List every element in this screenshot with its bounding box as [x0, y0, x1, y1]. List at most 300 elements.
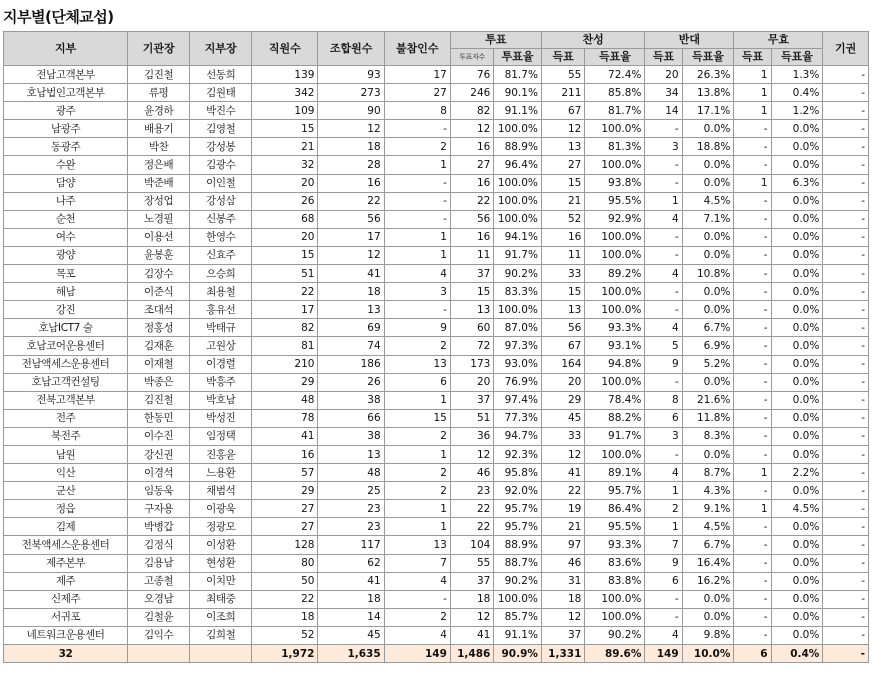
cell-agency-head — [128, 645, 190, 663]
cell-no-votes: 20 — [645, 66, 682, 84]
cell-branch-head: 이인철 — [190, 174, 252, 192]
cell-vote-rate: 90.1% — [494, 84, 542, 102]
cell-members: 93 — [318, 66, 384, 84]
cell-absent: - — [384, 120, 450, 138]
cell-invalid-votes: 1 — [734, 174, 771, 192]
cell-no-rate: 4.5% — [682, 192, 734, 210]
cell-yes-rate: 91.7% — [585, 427, 645, 445]
cell-voters: 13 — [450, 301, 493, 319]
cell-absent: 2 — [384, 464, 450, 482]
cell-branch-head: 진홍윤 — [190, 445, 252, 463]
cell-abstain: - — [823, 210, 869, 228]
cell-voters: 82 — [450, 102, 493, 120]
cell-abstain: - — [823, 301, 869, 319]
cell-yes-votes: 29 — [541, 391, 584, 409]
cell-vote-rate: 100.0% — [494, 192, 542, 210]
cell-vote-rate: 88.9% — [494, 536, 542, 554]
cell-vote-rate: 87.0% — [494, 319, 542, 337]
cell-no-rate: 0.0% — [682, 156, 734, 174]
cell-no-rate: 16.2% — [682, 572, 734, 590]
cell-yes-votes: 27 — [541, 156, 584, 174]
header-yes-votes: 득표 — [541, 49, 584, 66]
cell-yes-votes: 37 — [541, 626, 584, 644]
cell-branch: 네트워크운용센터 — [4, 626, 128, 644]
cell-no-rate: 18.8% — [682, 138, 734, 156]
cell-absent: 1 — [384, 156, 450, 174]
cell-agency-head: 고종철 — [128, 572, 190, 590]
cell-members: 273 — [318, 84, 384, 102]
cell-absent: 1 — [384, 391, 450, 409]
cell-invalid-rate: 0.0% — [771, 192, 823, 210]
cell-vote-rate: 90.9% — [494, 645, 542, 663]
cell-vote-rate: 95.8% — [494, 464, 542, 482]
table-row — [4, 500, 869, 518]
cell-yes-rate: 86.4% — [585, 500, 645, 518]
header-vote: 투표 — [450, 32, 541, 49]
table-row — [4, 536, 869, 554]
cell-branch-head: 한영수 — [190, 228, 252, 246]
cell-members: 38 — [318, 427, 384, 445]
cell-branch: 호남법인고객본부 — [4, 84, 128, 102]
cell-members: 17 — [318, 228, 384, 246]
cell-agency-head: 김용남 — [128, 554, 190, 572]
cell-invalid-rate: 0.0% — [771, 518, 823, 536]
cell-no-votes: 4 — [645, 626, 682, 644]
cell-yes-votes: 13 — [541, 138, 584, 156]
cell-members: 14 — [318, 608, 384, 626]
cell-absent: 4 — [384, 265, 450, 283]
cell-abstain: - — [823, 409, 869, 427]
cell-abstain: - — [823, 102, 869, 120]
cell-absent: 8 — [384, 102, 450, 120]
cell-agency-head: 노경필 — [128, 210, 190, 228]
cell-absent: 1 — [384, 228, 450, 246]
cell-no-rate: 6.7% — [682, 319, 734, 337]
cell-invalid-votes: - — [734, 482, 771, 500]
cell-members: 22 — [318, 192, 384, 210]
cell-no-votes: 2 — [645, 500, 682, 518]
cell-branch: 호남ICT7 술 — [4, 319, 128, 337]
cell-vote-rate: 85.7% — [494, 608, 542, 626]
cell-vote-rate: 91.1% — [494, 102, 542, 120]
table-row — [4, 464, 869, 482]
cell-agency-head: 김재훈 — [128, 337, 190, 355]
header-abstain: 기권 — [823, 32, 869, 66]
cell-employees: 15 — [252, 246, 318, 264]
cell-abstain: - — [823, 192, 869, 210]
cell-yes-votes: 19 — [541, 500, 584, 518]
cell-voters: 16 — [450, 228, 493, 246]
cell-abstain: - — [823, 373, 869, 391]
total-row — [4, 645, 869, 663]
cell-employees: 51 — [252, 265, 318, 283]
cell-no-rate: 17.1% — [682, 102, 734, 120]
cell-branch: 강진 — [4, 301, 128, 319]
cell-invalid-rate: 1.2% — [771, 102, 823, 120]
cell-absent: 149 — [384, 645, 450, 663]
cell-vote-rate: 97.4% — [494, 391, 542, 409]
cell-yes-votes: 15 — [541, 174, 584, 192]
cell-employees: 48 — [252, 391, 318, 409]
cell-no-votes: 14 — [645, 102, 682, 120]
cell-yes-rate: 81.3% — [585, 138, 645, 156]
cell-no-rate: 4.3% — [682, 482, 734, 500]
cell-yes-rate: 100.0% — [585, 120, 645, 138]
cell-abstain: - — [823, 427, 869, 445]
cell-absent: - — [384, 210, 450, 228]
header-absent: 불참인수 — [384, 32, 450, 66]
cell-invalid-rate: 2.2% — [771, 464, 823, 482]
cell-abstain: - — [823, 156, 869, 174]
cell-absent: - — [384, 590, 450, 608]
cell-vote-rate: 88.9% — [494, 138, 542, 156]
cell-yes-rate: 90.2% — [585, 626, 645, 644]
cell-absent: 7 — [384, 554, 450, 572]
cell-members: 23 — [318, 518, 384, 536]
cell-no-votes: 1 — [645, 192, 682, 210]
cell-branch-head: 박태규 — [190, 319, 252, 337]
cell-invalid-votes: - — [734, 427, 771, 445]
cell-no-votes: 34 — [645, 84, 682, 102]
cell-vote-rate: 100.0% — [494, 590, 542, 608]
cell-abstain: - — [823, 482, 869, 500]
cell-invalid-rate: 0.0% — [771, 608, 823, 626]
cell-abstain: - — [823, 283, 869, 301]
cell-vote-rate: 92.0% — [494, 482, 542, 500]
cell-yes-rate: 93.3% — [585, 319, 645, 337]
cell-no-rate: 7.1% — [682, 210, 734, 228]
cell-no-votes: 6 — [645, 572, 682, 590]
cell-members: 41 — [318, 572, 384, 590]
cell-absent: - — [384, 174, 450, 192]
cell-agency-head: 이수진 — [128, 427, 190, 445]
cell-invalid-rate: 4.5% — [771, 500, 823, 518]
table-row — [4, 246, 869, 264]
cell-members: 74 — [318, 337, 384, 355]
cell-branch: 익산 — [4, 464, 128, 482]
cell-employees: 18 — [252, 608, 318, 626]
cell-yes-rate: 100.0% — [585, 246, 645, 264]
cell-yes-rate: 100.0% — [585, 301, 645, 319]
cell-invalid-rate: 0.0% — [771, 228, 823, 246]
cell-invalid-rate: 0.0% — [771, 337, 823, 355]
cell-yes-rate: 88.2% — [585, 409, 645, 427]
cell-branch-head: 김광수 — [190, 156, 252, 174]
cell-members: 48 — [318, 464, 384, 482]
cell-employees: 78 — [252, 409, 318, 427]
cell-employees: 210 — [252, 355, 318, 373]
cell-no-votes: - — [645, 283, 682, 301]
cell-abstain: - — [823, 337, 869, 355]
cell-absent: 3 — [384, 283, 450, 301]
cell-branch: 전남액세스운용센터 — [4, 355, 128, 373]
cell-branch-head: 선동희 — [190, 66, 252, 84]
cell-no-votes: - — [645, 228, 682, 246]
cell-branch: 나주 — [4, 192, 128, 210]
cell-yes-votes: 67 — [541, 337, 584, 355]
cell-members: 13 — [318, 301, 384, 319]
cell-branch: 남광주 — [4, 120, 128, 138]
cell-voters: 37 — [450, 572, 493, 590]
cell-no-votes: 3 — [645, 138, 682, 156]
cell-yes-votes: 211 — [541, 84, 584, 102]
cell-yes-votes: 12 — [541, 445, 584, 463]
cell-no-votes: 1 — [645, 518, 682, 536]
cell-agency-head: 박병갑 — [128, 518, 190, 536]
cell-agency-head: 이용선 — [128, 228, 190, 246]
cell-invalid-votes: - — [734, 301, 771, 319]
cell-yes-votes: 46 — [541, 554, 584, 572]
cell-yes-rate: 93.8% — [585, 174, 645, 192]
cell-invalid-rate: 0.0% — [771, 536, 823, 554]
cell-yes-votes: 55 — [541, 66, 584, 84]
table-row — [4, 265, 869, 283]
cell-abstain: - — [823, 84, 869, 102]
cell-abstain: - — [823, 66, 869, 84]
header-branch: 지부 — [4, 32, 128, 66]
cell-invalid-rate: 0.0% — [771, 210, 823, 228]
cell-no-rate: 0.0% — [682, 608, 734, 626]
cell-members: 66 — [318, 409, 384, 427]
table-row — [4, 228, 869, 246]
cell-no-rate: 0.0% — [682, 283, 734, 301]
cell-agency-head: 박준배 — [128, 174, 190, 192]
cell-branch-head: 느용환 — [190, 464, 252, 482]
cell-abstain: - — [823, 554, 869, 572]
cell-invalid-rate: 0.0% — [771, 301, 823, 319]
header-branch-head: 지부장 — [190, 32, 252, 66]
cell-voters: 37 — [450, 265, 493, 283]
cell-yes-votes: 56 — [541, 319, 584, 337]
cell-branch: 제주 — [4, 572, 128, 590]
cell-members: 26 — [318, 373, 384, 391]
cell-vote-rate: 76.9% — [494, 373, 542, 391]
header-agency-head: 기관장 — [128, 32, 190, 66]
cell-invalid-rate: 0.0% — [771, 409, 823, 427]
cell-no-votes: 7 — [645, 536, 682, 554]
table-row — [4, 301, 869, 319]
cell-abstain: - — [823, 391, 869, 409]
cell-invalid-votes: 1 — [734, 84, 771, 102]
cell-absent: - — [384, 192, 450, 210]
cell-invalid-rate: 0.0% — [771, 319, 823, 337]
cell-invalid-votes: - — [734, 608, 771, 626]
cell-abstain: - — [823, 319, 869, 337]
cell-branch: 호남코어운용센터 — [4, 337, 128, 355]
cell-members: 62 — [318, 554, 384, 572]
cell-yes-rate: 100.0% — [585, 373, 645, 391]
table-row — [4, 572, 869, 590]
cell-yes-rate: 83.8% — [585, 572, 645, 590]
cell-abstain: - — [823, 608, 869, 626]
cell-voters: 22 — [450, 518, 493, 536]
cell-yes-rate: 100.0% — [585, 228, 645, 246]
cell-yes-votes: 21 — [541, 192, 584, 210]
cell-branch: 남원 — [4, 445, 128, 463]
cell-agency-head: 이재철 — [128, 355, 190, 373]
cell-branch-head: 박흥주 — [190, 373, 252, 391]
cell-invalid-rate: 0.0% — [771, 572, 823, 590]
cell-vote-rate: 91.7% — [494, 246, 542, 264]
cell-invalid-votes: 1 — [734, 66, 771, 84]
cell-vote-rate: 95.7% — [494, 500, 542, 518]
cell-no-votes: 6 — [645, 409, 682, 427]
cell-yes-votes: 1,331 — [541, 645, 584, 663]
cell-branch: 서귀포 — [4, 608, 128, 626]
cell-abstain: - — [823, 174, 869, 192]
cell-branch-head: 박성진 — [190, 409, 252, 427]
cell-no-votes: - — [645, 174, 682, 192]
cell-yes-rate: 95.5% — [585, 192, 645, 210]
cell-branch-head: 신봉주 — [190, 210, 252, 228]
cell-vote-rate: 92.3% — [494, 445, 542, 463]
cell-invalid-votes: - — [734, 626, 771, 644]
cell-invalid-votes: - — [734, 409, 771, 427]
header-employees: 직원수 — [252, 32, 318, 66]
cell-yes-votes: 13 — [541, 301, 584, 319]
cell-no-rate: 21.6% — [682, 391, 734, 409]
cell-employees: 52 — [252, 626, 318, 644]
cell-no-votes: - — [645, 301, 682, 319]
cell-absent: 13 — [384, 355, 450, 373]
cell-invalid-votes: - — [734, 373, 771, 391]
cell-voters: 22 — [450, 500, 493, 518]
header-no-votes: 득표 — [645, 49, 682, 66]
cell-agency-head: 조대석 — [128, 301, 190, 319]
cell-no-rate: 0.0% — [682, 120, 734, 138]
cell-yes-votes: 97 — [541, 536, 584, 554]
cell-invalid-rate: 0.0% — [771, 246, 823, 264]
cell-yes-rate: 100.0% — [585, 608, 645, 626]
cell-invalid-votes: - — [734, 590, 771, 608]
cell-yes-rate: 100.0% — [585, 590, 645, 608]
cell-employees: 109 — [252, 102, 318, 120]
cell-voters: 173 — [450, 355, 493, 373]
cell-agency-head: 배용기 — [128, 120, 190, 138]
cell-abstain: - — [823, 590, 869, 608]
cell-yes-rate: 95.5% — [585, 518, 645, 536]
cell-invalid-votes: - — [734, 445, 771, 463]
cell-abstain: - — [823, 138, 869, 156]
header-invalid: 무효 — [734, 32, 823, 49]
cell-employees: 32 — [252, 156, 318, 174]
cell-abstain: - — [823, 572, 869, 590]
cell-members: 1,635 — [318, 645, 384, 663]
cell-invalid-rate: 1.3% — [771, 66, 823, 84]
table-row — [4, 482, 869, 500]
cell-absent: 1 — [384, 500, 450, 518]
cell-no-rate: 10.0% — [682, 645, 734, 663]
cell-yes-votes: 16 — [541, 228, 584, 246]
cell-employees: 41 — [252, 427, 318, 445]
header-members: 조합원수 — [318, 32, 384, 66]
cell-absent: 13 — [384, 536, 450, 554]
cell-absent: 1 — [384, 246, 450, 264]
table-row — [4, 102, 869, 120]
cell-no-votes: 4 — [645, 319, 682, 337]
cell-no-votes: - — [645, 246, 682, 264]
cell-branch-head — [190, 645, 252, 663]
cell-voters: 41 — [450, 626, 493, 644]
cell-branch-head: 박진수 — [190, 102, 252, 120]
cell-no-rate: 6.9% — [682, 337, 734, 355]
cell-vote-rate: 91.1% — [494, 626, 542, 644]
cell-absent: 2 — [384, 337, 450, 355]
cell-branch: 광양 — [4, 246, 128, 264]
cell-abstain: - — [823, 445, 869, 463]
cell-yes-rate: 92.9% — [585, 210, 645, 228]
cell-branch: 정읍 — [4, 500, 128, 518]
cell-branch: 김제 — [4, 518, 128, 536]
cell-voters: 16 — [450, 138, 493, 156]
cell-invalid-rate: 0.4% — [771, 84, 823, 102]
cell-agency-head: 박종은 — [128, 373, 190, 391]
cell-no-rate: 8.7% — [682, 464, 734, 482]
table-row — [4, 283, 869, 301]
cell-branch: 군산 — [4, 482, 128, 500]
table-row — [4, 373, 869, 391]
cell-members: 18 — [318, 590, 384, 608]
cell-no-rate: 5.2% — [682, 355, 734, 373]
cell-yes-votes: 33 — [541, 265, 584, 283]
cell-vote-rate: 100.0% — [494, 301, 542, 319]
cell-branch-head: 김희철 — [190, 626, 252, 644]
cell-no-rate: 9.8% — [682, 626, 734, 644]
cell-invalid-votes: - — [734, 246, 771, 264]
cell-yes-votes: 41 — [541, 464, 584, 482]
cell-no-rate: 16.4% — [682, 554, 734, 572]
cell-vote-rate: 94.1% — [494, 228, 542, 246]
cell-branch-head: 신효주 — [190, 246, 252, 264]
cell-invalid-rate: 0.0% — [771, 265, 823, 283]
cell-agency-head: 김철윤 — [128, 608, 190, 626]
cell-members: 12 — [318, 246, 384, 264]
cell-branch-head: 강성봉 — [190, 138, 252, 156]
cell-abstain: - — [823, 355, 869, 373]
cell-agency-head: 장성업 — [128, 192, 190, 210]
cell-agency-head: 이준식 — [128, 283, 190, 301]
cell-absent: 9 — [384, 319, 450, 337]
cell-members: 56 — [318, 210, 384, 228]
cell-no-rate: 0.0% — [682, 228, 734, 246]
cell-voters: 12 — [450, 120, 493, 138]
cell-invalid-votes: - — [734, 391, 771, 409]
cell-members: 186 — [318, 355, 384, 373]
cell-voters: 22 — [450, 192, 493, 210]
header-no-rate: 득표율 — [682, 49, 734, 66]
cell-no-rate: 4.5% — [682, 518, 734, 536]
cell-yes-rate: 100.0% — [585, 156, 645, 174]
cell-no-rate: 11.8% — [682, 409, 734, 427]
cell-no-rate: 6.7% — [682, 536, 734, 554]
cell-members: 18 — [318, 283, 384, 301]
cell-no-votes: - — [645, 590, 682, 608]
cell-branch-head: 최용철 — [190, 283, 252, 301]
header-yes-rate: 득표율 — [585, 49, 645, 66]
cell-invalid-votes: - — [734, 156, 771, 174]
cell-voters: 15 — [450, 283, 493, 301]
cell-employees: 128 — [252, 536, 318, 554]
cell-voters: 51 — [450, 409, 493, 427]
table-row — [4, 554, 869, 572]
cell-employees: 342 — [252, 84, 318, 102]
cell-invalid-rate: 0.0% — [771, 120, 823, 138]
cell-branch-head: 이광욱 — [190, 500, 252, 518]
cell-employees: 27 — [252, 518, 318, 536]
cell-yes-rate: 100.0% — [585, 445, 645, 463]
cell-agency-head: 윤경하 — [128, 102, 190, 120]
table-body — [4, 66, 869, 663]
